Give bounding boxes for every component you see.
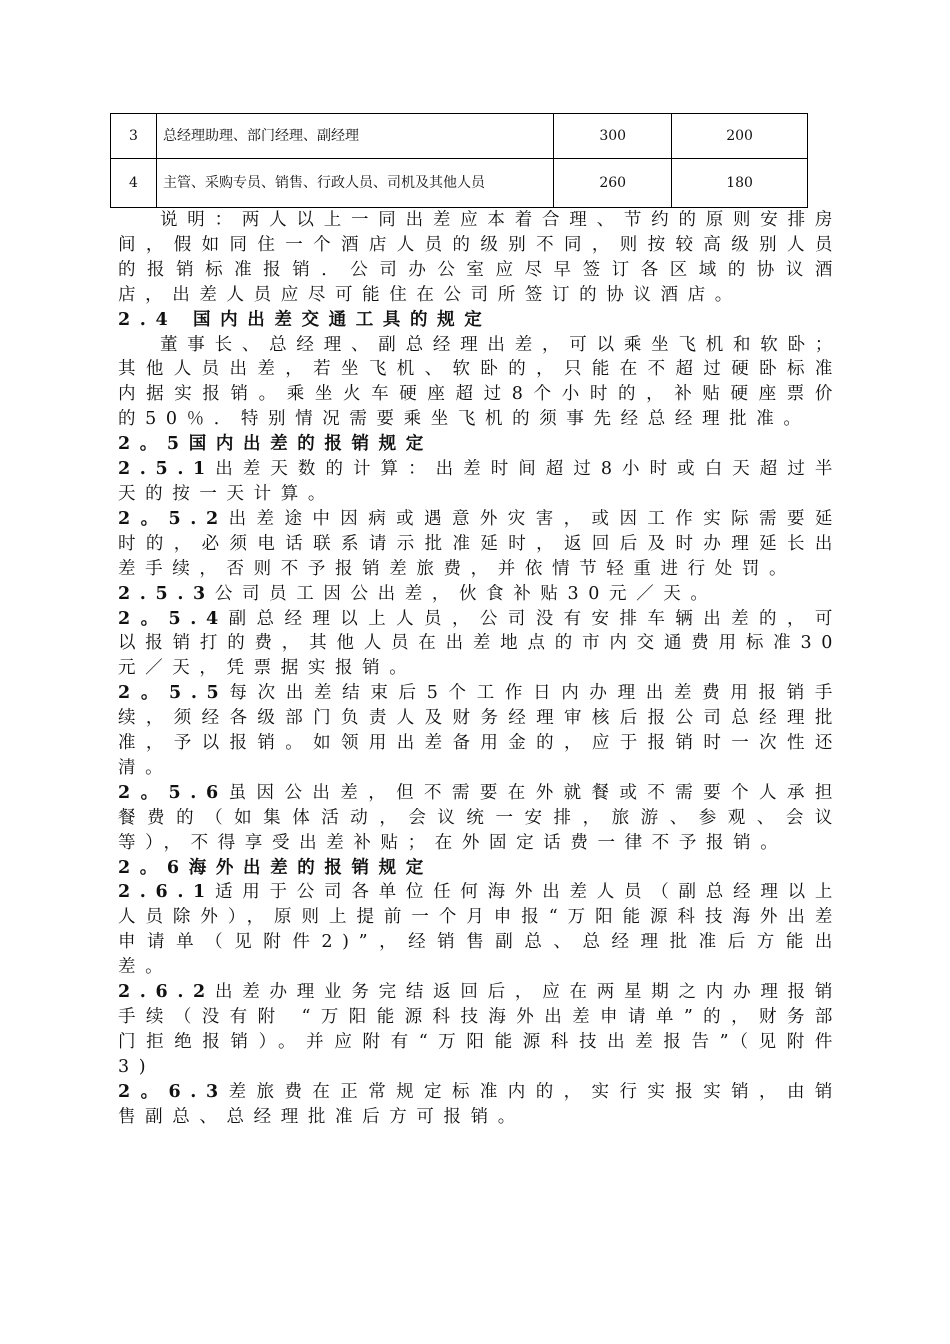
paragraph-2-4: 董事长、总经理、副总经理出差，可以乘坐飞机和软卧；其他人员出差，若坐飞机、软卧的，只能在不超过硬卧标准内据实报销。乘坐火车硬座超过8个小时的，补贴硬座票价的50％．特别情况需要乘坐飞机的须事先经总经理批准。 xyxy=(118,334,842,430)
clause-number: 2。5.4 xyxy=(118,608,228,629)
clause-text: 公司员工因公出差，伙食补贴30元／天。 xyxy=(214,583,718,604)
section-heading-2-6: 2。6海外出差的报销规定 xyxy=(118,857,433,878)
table-row xyxy=(111,159,808,208)
travel-standard-table xyxy=(110,113,808,208)
clause-text: 差旅费在正常规定标准内的，实行实报实销，由销售副总、总经理批准后方可报销。 xyxy=(118,1081,843,1127)
level-number: 4 xyxy=(111,159,157,208)
clause-2-6-3 xyxy=(118,1080,842,1130)
clause-text: 副总经理以上人员，公司没有安排车辆出差的，可以报销打的费，其他人员在出差地点的市内交通费用标准30元／天，凭票据实报销。 xyxy=(118,608,843,679)
clause-2-5-2 xyxy=(118,507,842,582)
clause-text: 虽因公出差，但不需要在外就餐或不需要个人承担餐费的（如集体活动，会议统一安排，旅游、参观、会议等），不得享受出差补贴；在外固定话费一律不予报销。 xyxy=(118,782,843,853)
standard-b-cell: 180 xyxy=(672,159,808,208)
clause-number: 2。5.5 xyxy=(118,683,229,704)
note-paragraph: 说明：两人以上一同出差应本着合理、节约的原则安排房间，假如同住一个酒店人员的级别不同，则按较高级别人员的报销标准报销．公司办公室应尽早签订各区域的协议酒店，出差人员应尽可能住在公司所签订的协议酒店。 xyxy=(118,210,842,305)
section-heading-2-4: 2.4 国内出差交通工具的规定 xyxy=(118,309,492,330)
section-heading-2-5: 2。5国内出差的报销规定 xyxy=(118,434,433,455)
clause-number: 2.5.3 xyxy=(118,583,215,604)
clause-text: 出差途中因病或遇意外灾害，或因工作实际需要延时的，必须电话联系请示批准延时，返回后及时办理延长出差手续，否则不予报销差旅费，并依情节轻重进行处罚。 xyxy=(118,508,843,579)
clause-2-5-4 xyxy=(118,607,842,682)
position-cell: 总经理助理、部门经理、副经理 xyxy=(156,114,553,159)
clause-2-5-1 xyxy=(118,457,842,507)
standard-b-cell: 200 xyxy=(672,114,808,159)
position-cell: 主管、采购专员、销售、行政人员、司机及其他人员 xyxy=(156,159,553,208)
clause-2-5-3 xyxy=(118,582,842,607)
clause-number: 2。6.3 xyxy=(118,1081,228,1102)
document-body xyxy=(118,208,842,1130)
clause-text: 出差天数的计算：出差时间超过8小时或白天超过半天的按一天计算。 xyxy=(118,459,842,504)
clause-number: 2。5.6 xyxy=(118,782,228,803)
clause-2-5-6 xyxy=(118,781,842,856)
clause-text: 出差办理业务完结返回后，应在两星期之内办理报销手续（没有附 “万阳能源科技海外出差申请单”的，财务部门拒绝报销）。并应附有“万阳能源科技出差报告”（见附件3) xyxy=(118,982,842,1077)
clause-number: 2.5.1 xyxy=(118,459,215,480)
table-row xyxy=(111,114,808,159)
level-number: 3 xyxy=(111,114,157,159)
clause-text: 适用于公司各单位任何海外出差人员（副总经理以上人员除外），原则上提前一个月申报“万阳能源科技海外出差申请单（见附件2)”，经销售副总、总经理批准后方能出差。 xyxy=(118,882,842,978)
clause-2-6-2 xyxy=(118,980,842,1080)
clause-2-6-1 xyxy=(118,880,842,980)
clause-2-5-5 xyxy=(118,681,842,781)
clause-number: 2.6.1 xyxy=(118,882,215,903)
standard-a-cell: 260 xyxy=(554,159,672,208)
clause-number: 2。5.2 xyxy=(118,508,228,529)
clause-text: 每次出差结束后5个工作日内办理出差费用报销手续，须经各级部门负责人及财务经理审核后报公司总经理批准，予以报销。如领用出差备用金的，应于报销时一次性还清。 xyxy=(118,683,843,778)
clause-number: 2.6.2 xyxy=(118,982,215,1003)
standard-a-cell: 300 xyxy=(554,114,672,159)
